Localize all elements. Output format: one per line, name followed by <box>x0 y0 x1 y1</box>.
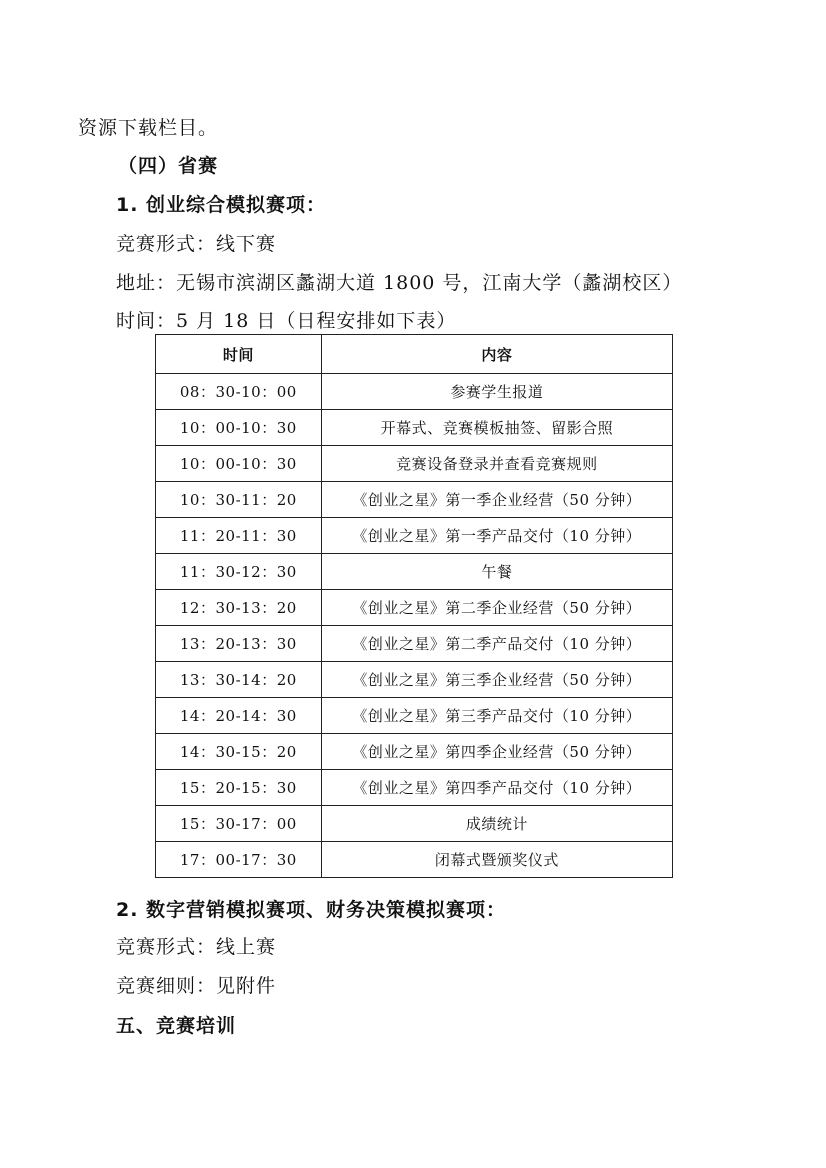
cell-time: 12：30-13：20 <box>156 590 322 626</box>
cell-time: 13：30-14：20 <box>156 662 322 698</box>
header-content: 内容 <box>321 335 672 374</box>
table-row <box>156 446 673 482</box>
cell-content: 《创业之星》第三季企业经营（50 分钟） <box>321 662 672 698</box>
cell-time: 17：00-17：30 <box>156 842 322 878</box>
cell-content: 成绩统计 <box>321 806 672 842</box>
section-heading-training: 五、竞赛培训 <box>116 1015 237 1037</box>
cell-content: 午餐 <box>321 554 672 590</box>
cell-time: 08：30-10：00 <box>156 374 322 410</box>
cell-content: 开幕式、竞赛模板抽签、留影合照 <box>321 410 672 446</box>
table-row <box>156 662 673 698</box>
competition-format-online: 竞赛形式：线上赛 <box>116 936 277 958</box>
header-time: 时间 <box>156 335 322 374</box>
competition-address: 地址：无锡市滨湖区蠡湖大道 1800 号，江南大学（蠡湖校区） <box>116 272 683 294</box>
cell-content: 参赛学生报道 <box>321 374 672 410</box>
table-row <box>156 590 673 626</box>
table-row <box>156 734 673 770</box>
table-row <box>156 806 673 842</box>
table-row <box>156 518 673 554</box>
cell-content: 《创业之星》第一季产品交付（10 分钟） <box>321 518 672 554</box>
table-row <box>156 770 673 806</box>
cell-content: 闭幕式暨颁奖仪式 <box>321 842 672 878</box>
table-row <box>156 374 673 410</box>
cell-content: 《创业之星》第二季产品交付（10 分钟） <box>321 626 672 662</box>
cell-time: 15：30-17：00 <box>156 806 322 842</box>
table-header-row <box>156 335 673 374</box>
cell-content: 《创业之星》第四季企业经营（50 分钟） <box>321 734 672 770</box>
cell-time: 10：00-10：30 <box>156 410 322 446</box>
schedule-body <box>156 374 673 878</box>
cell-time: 11：20-11：30 <box>156 518 322 554</box>
table-row <box>156 554 673 590</box>
cell-time: 10：30-11：20 <box>156 482 322 518</box>
cell-time: 14：20-14：30 <box>156 698 322 734</box>
section-heading-provincial: （四）省赛 <box>118 155 219 177</box>
table-row <box>156 482 673 518</box>
cell-time: 13：20-13：30 <box>156 626 322 662</box>
table-row <box>156 698 673 734</box>
cell-time: 14：30-15：20 <box>156 734 322 770</box>
cell-content: 竞赛设备登录并查看竞赛规则 <box>321 446 672 482</box>
table-row <box>156 842 673 878</box>
competition-format-offline: 竞赛形式：线下赛 <box>116 233 277 255</box>
competition-rules: 竞赛细则：见附件 <box>116 975 277 997</box>
cell-time: 11：30-12：30 <box>156 554 322 590</box>
subheading-entrepreneurship: 1. 创业综合模拟赛项： <box>116 194 327 216</box>
table-row <box>156 626 673 662</box>
schedule-table <box>155 334 673 878</box>
cell-content: 《创业之星》第三季产品交付（10 分钟） <box>321 698 672 734</box>
cell-content: 《创业之星》第四季产品交付（10 分钟） <box>321 770 672 806</box>
paragraph-resource-download: 资源下载栏目。 <box>78 117 219 139</box>
cell-content: 《创业之星》第二季企业经营（50 分钟） <box>321 590 672 626</box>
table-row <box>156 410 673 446</box>
subheading-marketing-finance: 2. 数字营销模拟赛项、财务决策模拟赛项： <box>116 899 507 921</box>
cell-time: 15：20-15：30 <box>156 770 322 806</box>
competition-time: 时间：5 月 18 日（日程安排如下表） <box>116 310 457 332</box>
cell-content: 《创业之星》第一季企业经营（50 分钟） <box>321 482 672 518</box>
cell-time: 10：00-10：30 <box>156 446 322 482</box>
